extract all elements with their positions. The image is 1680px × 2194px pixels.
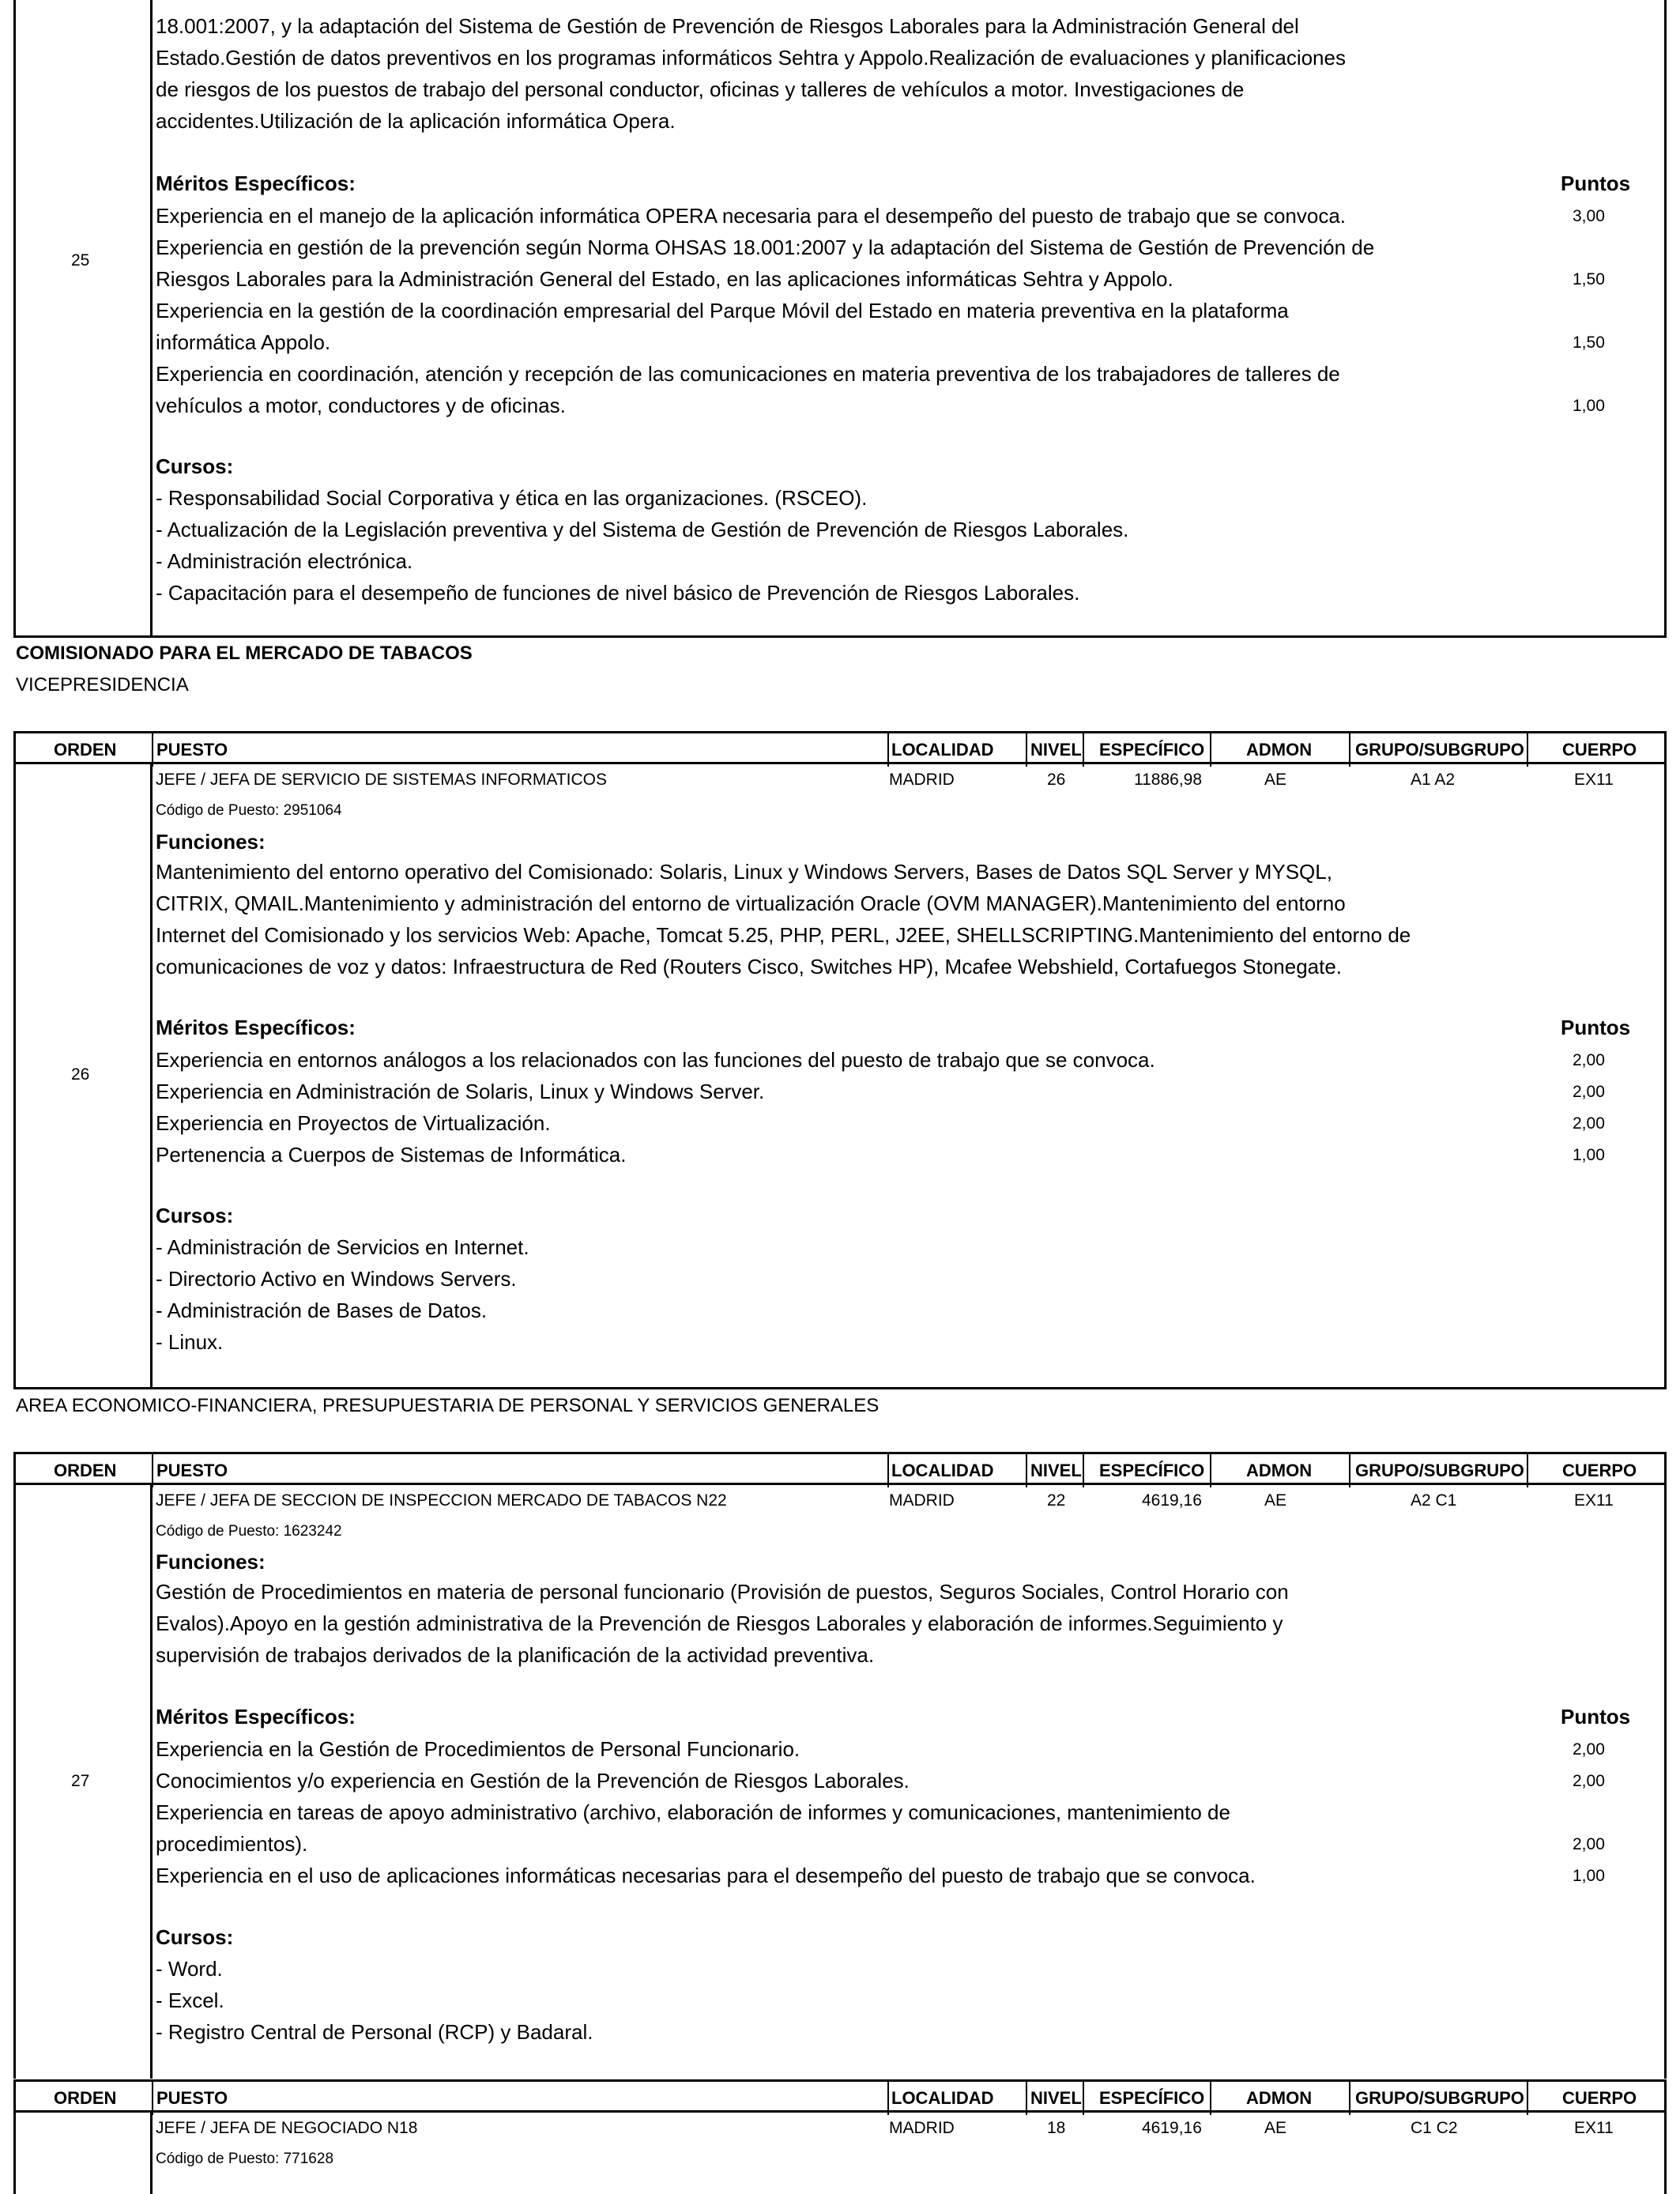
grupo-value: A1 A2 <box>1411 771 1456 789</box>
cursos-list: - Administración de Servicios en Internet. - Directorio Activo en Windows Servers. - Administración de Bases de Datos. - Linux. <box>156 1235 529 1354</box>
left-border <box>13 0 16 636</box>
header-grupo: GRUPO/SUBGRUPO <box>1355 740 1524 760</box>
header-puesto: PUESTO <box>156 740 228 760</box>
header-localidad: LOCALIDAD <box>891 740 994 760</box>
merito-puntos: 1,00 <box>1573 1146 1605 1164</box>
header-grupo: GRUPO/SUBGRUPO <box>1355 2088 1524 2108</box>
merito-item: Experiencia en entornos análogos a los relacionados con las funciones del puesto de trabajo que se convoca. <box>156 1048 1155 1072</box>
merito-item: Conocimientos y/o experiencia en Gestión de la Prevención de Riesgos Laborales. <box>156 1769 910 1793</box>
merito-puntos: 2,00 <box>1573 1083 1605 1101</box>
merito-puntos: 3,00 <box>1573 207 1605 225</box>
puesto-name: JEFE / JEFA DE SECCION DE INSPECCION MERCADO DE TABACOS N22 <box>156 1491 727 1510</box>
cuerpo-value: EX11 <box>1574 1491 1614 1510</box>
codigo-puesto: Código de Puesto: 771628 <box>156 2151 334 2167</box>
col-divider <box>1210 733 1211 767</box>
especifico-value: 11886,98 <box>1134 771 1203 789</box>
puntos-title: Puntos <box>1561 1016 1631 1039</box>
header-cuerpo: CUERPO <box>1562 2088 1637 2108</box>
header-admon: ADMON <box>1246 1461 1313 1480</box>
col-divider <box>152 2082 153 2115</box>
nivel-value: 18 <box>1047 2119 1066 2137</box>
col-divider <box>887 2082 889 2115</box>
merito-item: Experiencia en tareas de apoyo administrativo (archivo, elaboración de informes y comunicaciones, mantenimiento de procedimientos). <box>156 1800 1230 1856</box>
nivel-value: 26 <box>1047 771 1066 789</box>
col-divider <box>1527 2082 1528 2115</box>
section-divider <box>13 635 1667 638</box>
header-admon: ADMON <box>1246 2088 1313 2108</box>
header-nivel: NIVEL <box>1030 1461 1082 1480</box>
header-nivel: NIVEL <box>1030 2088 1082 2108</box>
cursos-title: Cursos: <box>156 1925 234 1949</box>
cursos-title: Cursos: <box>156 454 234 478</box>
merito-item: Experiencia en gestión de la prevención según Norma OHSAS 18.001:2007 y la adaptación del Sistema de Gestión de Prevención de Riesgos Laborales para la Administración General del Estado, en las aplicaciones informáticas Sehtra y Appolo. <box>156 236 1375 291</box>
merito-puntos: 1,00 <box>1573 1867 1605 1885</box>
grupo-value: C1 C2 <box>1411 2119 1458 2137</box>
puntos-title: Puntos <box>1561 172 1631 195</box>
org-unit: VICEPRESIDENCIA <box>16 674 189 696</box>
left-border <box>13 1483 16 2079</box>
col-divider <box>1083 1454 1084 1487</box>
merito-item: Experiencia en la Gestión de Procedimientos de Personal Funcionario. <box>156 1737 800 1761</box>
header-especifico: ESPECÍFICO <box>1099 740 1205 760</box>
header-especifico: ESPECÍFICO <box>1099 2088 1205 2108</box>
table-header <box>13 1452 1667 1485</box>
header-puesto: PUESTO <box>156 1461 228 1480</box>
funciones-text: Mantenimiento del entorno operativo del Comisionado: Solaris, Linux y Windows Servers, Bases de Datos SQL Server y MYSQL, CITRIX, QMAIL.Mantenimiento y administración del entorno de virtualización Oracle (OVM MANAGER).Mantenimiento del entorno Internet del Comisionado y los servicios Web: Apache, Tomcat 5.25, PHP, PERL, J2EE, SHELLSCRIPTING.Mantenimiento del entorno de comunicaciones de voz y datos: Infraestructura de Red (Routers Cisco, Switches HP), Mcafee Webshield, Cortafuegos Stonegate. <box>156 860 1411 978</box>
puntos-title: Puntos <box>1561 1705 1631 1728</box>
col-divider <box>1527 1454 1528 1487</box>
admon-value: AE <box>1264 771 1287 789</box>
especifico-value: 4619,16 <box>1142 1491 1202 1510</box>
funciones-title: Funciones: <box>156 830 266 854</box>
meritos-title: Méritos Específicos: <box>156 172 356 195</box>
org-unit: AREA ECONOMICO-FINANCIERA, PRESUPUESTARIA DE PERSONAL Y SERVICIOS GENERALES <box>16 1395 880 1416</box>
col-divider <box>887 733 889 767</box>
table-header <box>13 2079 1667 2113</box>
merito-item: Experiencia en coordinación, atención y recepción de las comunicaciones en materia preventiva de los trabajadores de talleres de vehículos a motor, conductores y de oficinas. <box>156 362 1340 417</box>
orden-number: 27 <box>71 1772 90 1790</box>
header-cuerpo: CUERPO <box>1562 1461 1637 1480</box>
header-orden: ORDEN <box>54 2088 117 2108</box>
col-divider <box>1210 2082 1211 2115</box>
col-divider <box>1026 733 1027 767</box>
localidad-value: MADRID <box>889 1491 955 1510</box>
orden-number: 25 <box>71 251 90 270</box>
codigo-puesto: Código de Puesto: 1623242 <box>156 1523 342 1540</box>
puesto-name: JEFE / JEFA DE NEGOCIADO N18 <box>156 2119 418 2137</box>
admon-value: AE <box>1264 1491 1287 1510</box>
cursos-list: - Word. - Excel. - Registro Central de Personal (RCP) y Badaral. <box>156 1957 593 2044</box>
merito-item: Experiencia en Proyectos de Virtualización. <box>156 1111 551 1135</box>
admon-value: AE <box>1264 2119 1287 2137</box>
merito-puntos: 2,00 <box>1573 1051 1605 1069</box>
puesto-name: JEFE / JEFA DE SERVICIO DE SISTEMAS INFORMATICOS <box>156 771 607 789</box>
merito-item: Experiencia en el manejo de la aplicación informática OPERA necesaria para el desempeño del puesto de trabajo que se convoca. <box>156 204 1347 228</box>
merito-item: Pertenencia a Cuerpos de Sistemas de Informática. <box>156 1143 627 1167</box>
col-divider <box>1527 733 1528 767</box>
col-divider <box>1083 733 1084 767</box>
orden-divider <box>150 1483 153 2079</box>
merito-puntos: 2,00 <box>1573 1772 1605 1790</box>
right-border <box>1664 1483 1667 2079</box>
org-title: COMISIONADO PARA EL MERCADO DE TABACOS <box>16 643 473 664</box>
merito-puntos: 1,50 <box>1573 334 1605 352</box>
funciones-text: 18.001:2007, y la adaptación del Sistema de Gestión de Prevención de Riesgos Laborales para la Administración General del Estado.Gestión de datos preventivos en los programas informáticos Sehtra y Appolo.Realización de evaluaciones y planificaciones de riesgos de los puestos de trabajo del personal conductor, oficinas y talleres de vehículos a motor. Investigaciones de accidentes.Utilización de la aplicación informática Opera. <box>156 14 1346 133</box>
cuerpo-value: EX11 <box>1574 771 1614 789</box>
merito-item: Experiencia en la gestión de la coordinación empresarial del Parque Móvil del Estado en materia preventiva en la plataforma informática Appolo. <box>156 299 1289 354</box>
col-divider <box>1210 1454 1211 1487</box>
header-puesto: PUESTO <box>156 2088 228 2108</box>
header-orden: ORDEN <box>54 740 117 760</box>
header-admon: ADMON <box>1246 740 1313 760</box>
merito-puntos: 1,00 <box>1573 397 1605 415</box>
header-orden: ORDEN <box>54 1461 117 1480</box>
col-divider <box>152 1454 153 1487</box>
col-divider <box>1349 1454 1350 1487</box>
localidad-value: MADRID <box>889 2119 955 2137</box>
right-border <box>1664 763 1667 1389</box>
merito-item: Experiencia en Administración de Solaris, Linux y Windows Server. <box>156 1080 765 1103</box>
col-divider <box>1026 1454 1027 1487</box>
col-divider <box>1349 2082 1350 2115</box>
codigo-puesto: Código de Puesto: 2951064 <box>156 802 342 819</box>
merito-puntos: 2,00 <box>1573 1835 1605 1853</box>
header-localidad: LOCALIDAD <box>891 1461 994 1480</box>
orden-divider <box>150 763 153 1389</box>
col-divider <box>887 1454 889 1487</box>
right-border <box>1664 2111 1667 2194</box>
header-nivel: NIVEL <box>1030 740 1082 760</box>
left-border <box>13 2111 16 2194</box>
merito-puntos: 2,00 <box>1573 1740 1605 1759</box>
orden-divider <box>150 0 153 636</box>
header-grupo: GRUPO/SUBGRUPO <box>1355 1461 1524 1480</box>
orden-divider <box>150 2111 153 2194</box>
cursos-list: - Responsabilidad Social Corporativa y ética en las organizaciones. (RSCEO). - Actualización de la Legislación preventiva y del Sistema de Gestión de Prevención de Riesgos Laborales. - Administración electrónica. - Capacitación para el desempeño de funciones de nivel básico de Prevención de Riesgos Laborales. <box>156 486 1129 605</box>
col-divider <box>152 733 153 767</box>
col-divider <box>1083 2082 1084 2115</box>
merito-puntos: 1,50 <box>1573 270 1605 288</box>
cursos-title: Cursos: <box>156 1204 234 1227</box>
merito-item: Experiencia en el uso de aplicaciones informáticas necesarias para el desempeño del puesto de trabajo que se convoca. <box>156 1864 1256 1887</box>
meritos-title: Méritos Específicos: <box>156 1705 356 1728</box>
cuerpo-value: EX11 <box>1574 2119 1614 2137</box>
section-divider <box>13 1387 1667 1389</box>
grupo-value: A2 C1 <box>1411 1491 1457 1510</box>
funciones-title: Funciones: <box>156 1550 266 1574</box>
table-header <box>13 731 1667 764</box>
especifico-value: 4619,16 <box>1142 2119 1202 2137</box>
meritos-title: Méritos Específicos: <box>156 1016 356 1039</box>
nivel-value: 22 <box>1047 1491 1066 1510</box>
funciones-text: Gestión de Procedimientos en materia de personal funcionario (Provisión de puestos, Seguros Sociales, Control Horario con Evalos).Apoyo en la gestión administrativa de la Prevención de Riesgos Laborales y elaboración de informes.Seguimiento y supervisión de trabajos derivados de la planificación de la actividad preventiva. <box>156 1580 1289 1667</box>
col-divider <box>1026 2082 1027 2115</box>
merito-puntos: 2,00 <box>1573 1114 1605 1133</box>
header-especifico: ESPECÍFICO <box>1099 1461 1205 1480</box>
header-localidad: LOCALIDAD <box>891 2088 994 2108</box>
col-divider <box>1349 733 1350 767</box>
left-border <box>13 763 16 1389</box>
header-cuerpo: CUERPO <box>1562 740 1637 760</box>
right-border <box>1664 0 1667 636</box>
localidad-value: MADRID <box>889 771 955 789</box>
orden-number: 26 <box>71 1065 90 1084</box>
